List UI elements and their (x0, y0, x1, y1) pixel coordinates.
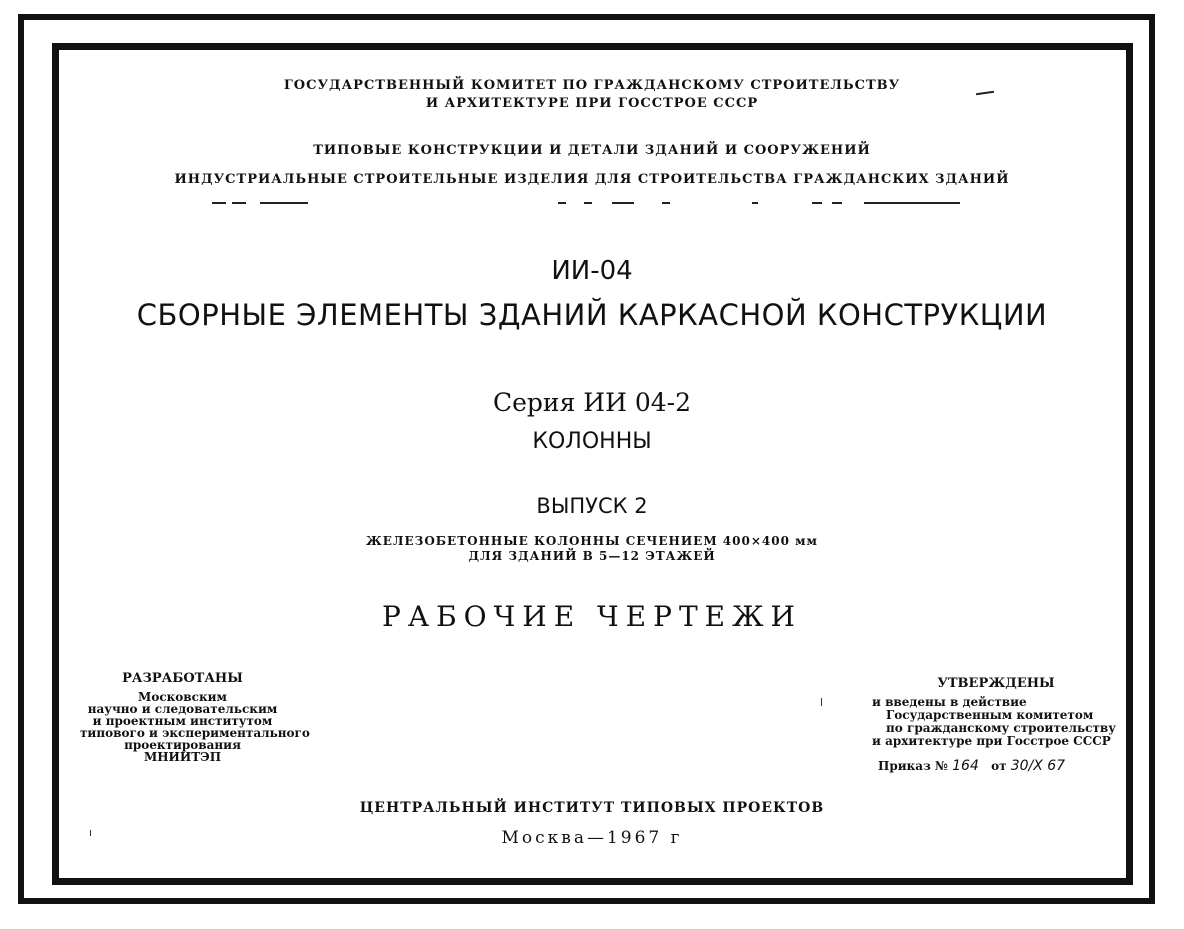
issue-number: ВЫПУСК 2 (536, 494, 648, 518)
developed-line: Московским (138, 690, 227, 704)
order-label: Приказ № (878, 759, 948, 773)
document-type: РАБОЧИЕ ЧЕРТЕЖИ (382, 600, 802, 633)
series-line-2: ИНДУСТРИАЛЬНЫЕ СТРОИТЕЛЬНЫЕ ИЗДЕЛИЯ ДЛЯ СТРОИТЕЛЬСТВА ГРАЖДАНСКИХ ЗДАНИЙ (174, 172, 1010, 187)
order-from: от (991, 759, 1007, 773)
developed-line: типового и экспериментального (80, 726, 310, 740)
publisher: ЦЕНТРАЛЬНЫЙ ИНСТИТУТ ТИПОВЫХ ПРОЕКТОВ (359, 800, 825, 816)
developed-heading: РАЗРАБОТАНЫ (122, 671, 243, 686)
series-number: Серия ИИ 04-2 (492, 388, 692, 417)
order-line (878, 760, 1106, 773)
developed-block (80, 671, 310, 764)
order-date: 30/X 67 (1010, 758, 1066, 774)
stray-mark (821, 698, 822, 706)
description-line-2: ДЛЯ ЗДАНИЙ В 5—12 ЭТАЖЕЙ (468, 549, 716, 563)
org-line-2: И АРХИТЕКТУРЕ ПРИ ГОССТРОЕ СССР (425, 96, 759, 111)
city-year: Москва—1967 г (501, 828, 683, 848)
approved-line: и архитектуре при Госстрое СССР (872, 734, 1111, 748)
approved-line: Государственным комитетом (886, 708, 1094, 722)
approved-line: по гражданскому строительству (886, 721, 1116, 735)
developed-line: проектирования (124, 738, 241, 752)
developed-line: и проектным институтом (92, 714, 273, 728)
document-code: ИИ-04 (551, 256, 633, 286)
org-line-1: ГОСУДАРСТВЕННЫЙ КОМИТЕТ ПО ГРАЖДАНСКОМУ СТРОИТЕЛЬСТВУ (283, 78, 901, 93)
document-title: СБОРНЫЕ ЭЛЕМЕНТЫ ЗДАНИЙ КАРКАСНОЙ КОНСТРУКЦИИ (136, 298, 1048, 332)
description-line-1: ЖЕЛЕЗОБЕТОННЫЕ КОЛОННЫ СЕЧЕНИЕМ 400×400 мм (366, 534, 818, 548)
approved-heading: УТВЕРЖДЕНЫ (937, 676, 1055, 691)
series-line-1: ТИПОВЫЕ КОНСТРУКЦИИ И ДЕТАЛИ ЗДАНИЙ И СООРУЖЕНИЙ (313, 143, 871, 158)
approved-line: и введены в действие (872, 695, 1027, 709)
order-number: 164 (952, 758, 979, 774)
subject-title: КОЛОННЫ (532, 429, 652, 454)
developed-line: научно и следовательским (87, 702, 278, 716)
stray-mark (90, 830, 91, 836)
developed-line: МНИИТЭП (143, 750, 222, 764)
approved-block (866, 676, 1116, 774)
separator-dashes (212, 198, 962, 206)
